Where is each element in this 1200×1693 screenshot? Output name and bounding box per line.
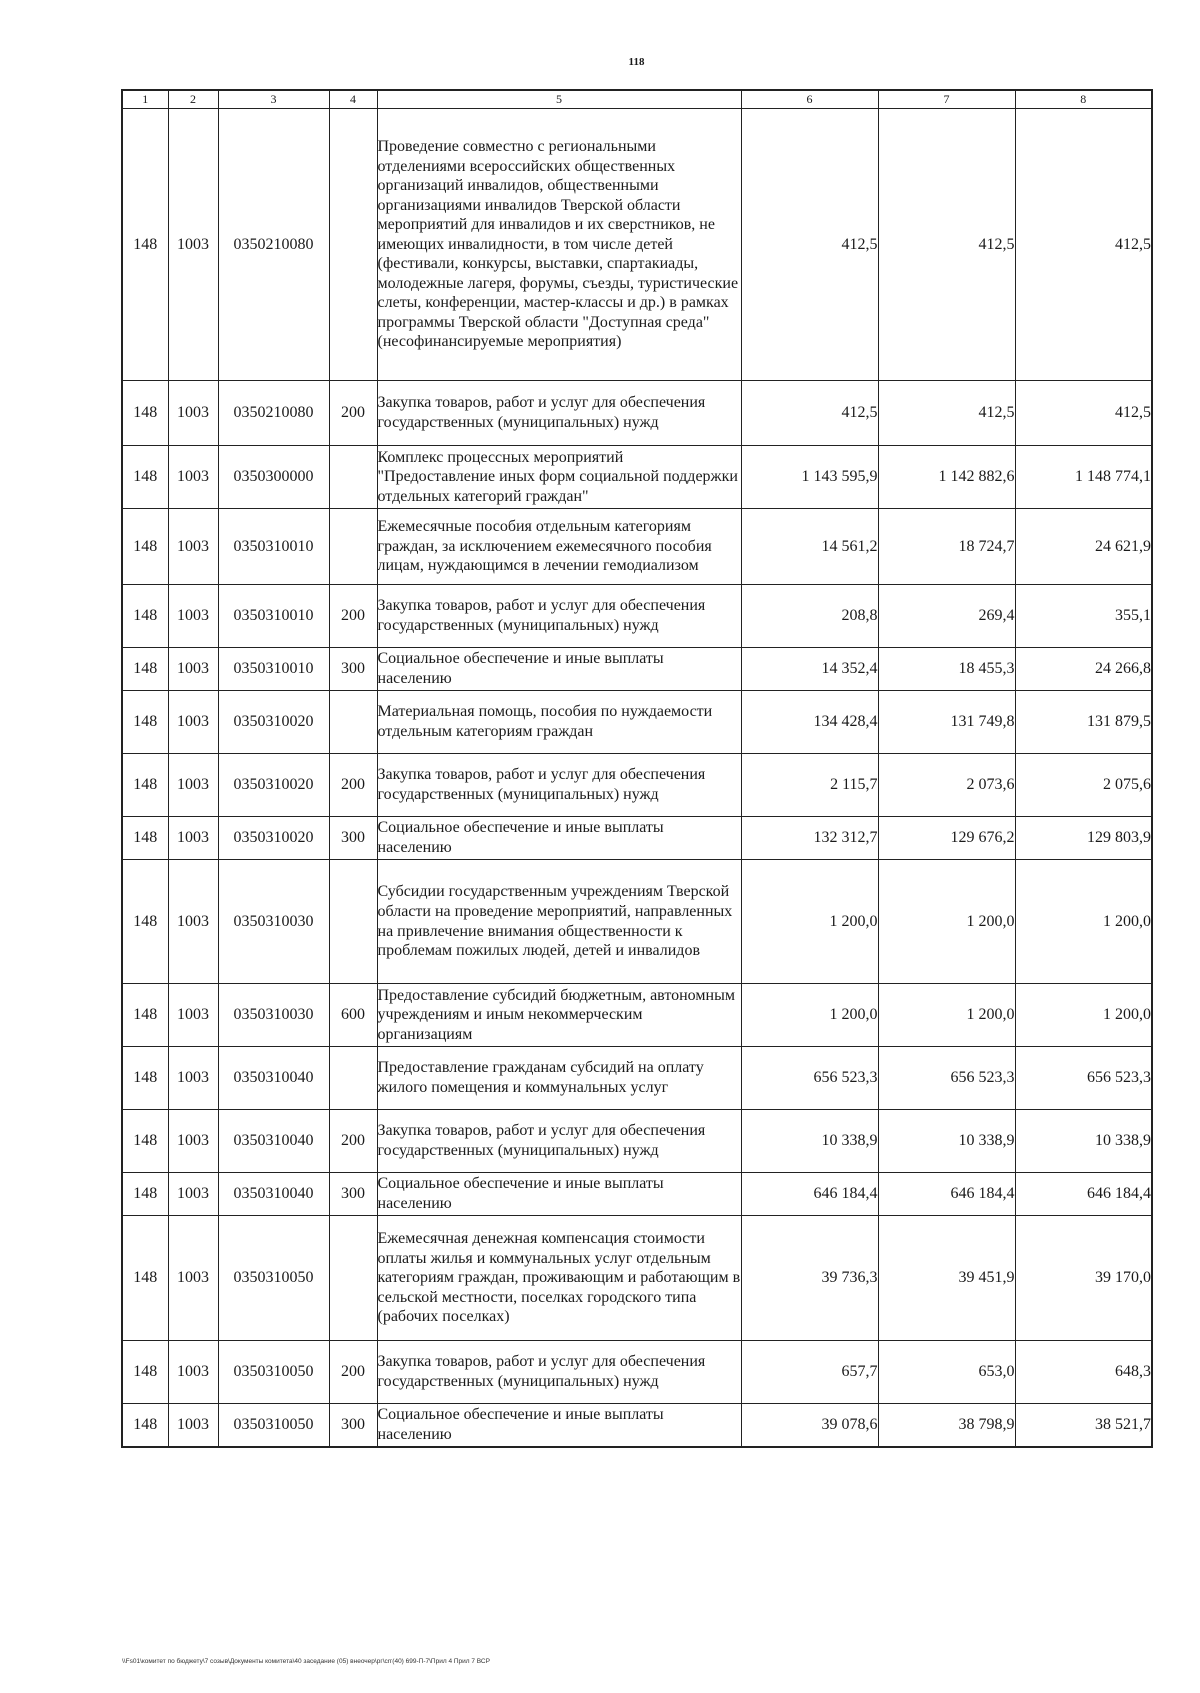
cell-ministry-code: 148	[122, 1341, 168, 1404]
cell-section-code: 1003	[168, 109, 218, 381]
cell-expense-type	[329, 691, 377, 754]
cell-amount-col6: 2 115,7	[741, 754, 878, 817]
table-row	[122, 1216, 1152, 1341]
cell-amount-col8: 412,5	[1015, 109, 1152, 381]
cell-target-article: 0350310040	[218, 1173, 329, 1216]
table-row	[122, 1341, 1152, 1404]
cell-description: Закупка товаров, работ и услуг для обеспечения государственных (муниципальных) нужд	[377, 1341, 741, 1404]
cell-ministry-code: 148	[122, 1047, 168, 1110]
cell-amount-col8: 646 184,4	[1015, 1173, 1152, 1216]
cell-expense-type: 300	[329, 817, 377, 860]
cell-target-article: 0350310050	[218, 1404, 329, 1447]
cell-description: Ежемесячные пособия отдельным категориям граждан, за исключением ежемесячного пособия лицам, нуждающимся в лечении гемодиализом	[377, 509, 741, 585]
cell-target-article: 0350310020	[218, 691, 329, 754]
cell-amount-col7: 1 142 882,6	[878, 446, 1015, 509]
cell-amount-col6: 1 143 595,9	[741, 446, 878, 509]
table-row	[122, 817, 1152, 860]
cell-description: Проведение совместно с региональными отделениями всероссийских общественных организаций инвалидов, общественными организациями инвалидов Тверской области мероприятий для инвалидов и их сверстников, не имеющих инвалидности, в том числе детей (фестивали, конкурсы, выставки, спартакиады, молодежные лагеря, форумы, съезды, туристические слеты, конференции, мастер-классы и др.) в рамках программы Тверской области "Доступная среда" (несофинансируемые мероприятия)	[377, 109, 741, 381]
cell-amount-col6: 132 312,7	[741, 817, 878, 860]
cell-expense-type	[329, 1047, 377, 1110]
cell-section-code: 1003	[168, 1216, 218, 1341]
cell-expense-type: 300	[329, 1173, 377, 1216]
cell-expense-type	[329, 1216, 377, 1341]
cell-section-code: 1003	[168, 1047, 218, 1110]
cell-amount-col7: 412,5	[878, 109, 1015, 381]
cell-amount-col8: 129 803,9	[1015, 817, 1152, 860]
cell-amount-col7: 38 798,9	[878, 1404, 1015, 1447]
cell-description: Закупка товаров, работ и услуг для обеспечения государственных (муниципальных) нужд	[377, 754, 741, 817]
cell-amount-col6: 39 078,6	[741, 1404, 878, 1447]
cell-target-article: 0350300000	[218, 446, 329, 509]
cell-amount-col8: 656 523,3	[1015, 1047, 1152, 1110]
cell-ministry-code: 148	[122, 860, 168, 984]
cell-description: Материальная помощь, пособия по нуждаемости отдельным категориям граждан	[377, 691, 741, 754]
cell-description: Ежемесячная денежная компенсация стоимости оплаты жилья и коммунальных услуг отдельным категориям граждан, проживающим и работающим в сельской местности, поселках городского типа (рабочих поселках)	[377, 1216, 741, 1341]
cell-description: Закупка товаров, работ и услуг для обеспечения государственных (муниципальных) нужд	[377, 1110, 741, 1173]
cell-amount-col6: 657,7	[741, 1341, 878, 1404]
cell-amount-col7: 1 200,0	[878, 984, 1015, 1047]
cell-ministry-code: 148	[122, 1216, 168, 1341]
cell-expense-type: 600	[329, 984, 377, 1047]
cell-ministry-code: 148	[122, 381, 168, 446]
cell-description: Субсидии государственным учреждениям Тверской области на проведение мероприятий, направленных на привлечение внимания общественности к проблемам пожилых людей, детей и инвалидов	[377, 860, 741, 984]
budget-table	[121, 89, 1153, 1448]
cell-description: Предоставление гражданам субсидий на оплату жилого помещения и коммунальных услуг	[377, 1047, 741, 1110]
cell-amount-col7: 39 451,9	[878, 1216, 1015, 1341]
cell-expense-type: 200	[329, 754, 377, 817]
cell-ministry-code: 148	[122, 109, 168, 381]
column-header: 4	[329, 90, 377, 109]
column-header: 7	[878, 90, 1015, 109]
cell-amount-col7: 653,0	[878, 1341, 1015, 1404]
cell-amount-col7: 18 724,7	[878, 509, 1015, 585]
cell-amount-col7: 412,5	[878, 381, 1015, 446]
cell-section-code: 1003	[168, 1173, 218, 1216]
column-header: 6	[741, 90, 878, 109]
cell-ministry-code: 148	[122, 691, 168, 754]
cell-amount-col8: 24 266,8	[1015, 648, 1152, 691]
cell-ministry-code: 148	[122, 984, 168, 1047]
cell-expense-type	[329, 446, 377, 509]
cell-amount-col8: 1 148 774,1	[1015, 446, 1152, 509]
cell-amount-col8: 10 338,9	[1015, 1110, 1152, 1173]
cell-section-code: 1003	[168, 1110, 218, 1173]
cell-target-article: 0350310050	[218, 1216, 329, 1341]
cell-expense-type	[329, 860, 377, 984]
cell-amount-col7: 656 523,3	[878, 1047, 1015, 1110]
cell-target-article: 0350310020	[218, 754, 329, 817]
cell-section-code: 1003	[168, 984, 218, 1047]
cell-ministry-code: 148	[122, 585, 168, 648]
table-row	[122, 1173, 1152, 1216]
cell-expense-type	[329, 109, 377, 381]
cell-expense-type: 300	[329, 648, 377, 691]
table-row	[122, 691, 1152, 754]
cell-expense-type: 200	[329, 381, 377, 446]
page-number: 118	[628, 56, 645, 68]
table-row	[122, 860, 1152, 984]
cell-amount-col6: 208,8	[741, 585, 878, 648]
cell-target-article: 0350310010	[218, 648, 329, 691]
cell-description: Социальное обеспечение и иные выплаты населению	[377, 648, 741, 691]
cell-amount-col8: 648,3	[1015, 1341, 1152, 1404]
table-row	[122, 984, 1152, 1047]
table-row	[122, 381, 1152, 446]
column-header: 1	[122, 90, 168, 109]
table-row	[122, 585, 1152, 648]
cell-amount-col6: 412,5	[741, 381, 878, 446]
column-header: 3	[218, 90, 329, 109]
cell-amount-col6: 39 736,3	[741, 1216, 878, 1341]
cell-section-code: 1003	[168, 585, 218, 648]
cell-section-code: 1003	[168, 860, 218, 984]
cell-target-article: 0350310020	[218, 817, 329, 860]
table-row	[122, 648, 1152, 691]
cell-target-article: 0350310040	[218, 1110, 329, 1173]
cell-description: Социальное обеспечение и иные выплаты населению	[377, 817, 741, 860]
cell-section-code: 1003	[168, 1341, 218, 1404]
cell-target-article: 0350310010	[218, 509, 329, 585]
cell-expense-type: 200	[329, 585, 377, 648]
cell-amount-col8: 38 521,7	[1015, 1404, 1152, 1447]
cell-target-article: 0350310040	[218, 1047, 329, 1110]
table-row	[122, 1404, 1152, 1447]
table-body	[122, 109, 1152, 1447]
cell-description: Предоставление субсидий бюджетным, автономным учреждениям и иным некоммерческим организациям	[377, 984, 741, 1047]
cell-expense-type: 200	[329, 1341, 377, 1404]
cell-amount-col7: 2 073,6	[878, 754, 1015, 817]
cell-section-code: 1003	[168, 691, 218, 754]
column-header: 2	[168, 90, 218, 109]
table-row	[122, 754, 1152, 817]
cell-amount-col7: 129 676,2	[878, 817, 1015, 860]
column-header: 5	[377, 90, 741, 109]
cell-amount-col6: 14 352,4	[741, 648, 878, 691]
cell-section-code: 1003	[168, 754, 218, 817]
cell-section-code: 1003	[168, 446, 218, 509]
cell-target-article: 0350310050	[218, 1341, 329, 1404]
cell-amount-col7: 18 455,3	[878, 648, 1015, 691]
cell-description: Закупка товаров, работ и услуг для обеспечения государственных (муниципальных) нужд	[377, 381, 741, 446]
table-row	[122, 1047, 1152, 1110]
cell-amount-col8: 24 621,9	[1015, 509, 1152, 585]
cell-amount-col8: 2 075,6	[1015, 754, 1152, 817]
cell-amount-col6: 134 428,4	[741, 691, 878, 754]
table-row	[122, 446, 1152, 509]
table-row	[122, 1110, 1152, 1173]
header-row	[122, 90, 1152, 109]
cell-amount-col8: 131 879,5	[1015, 691, 1152, 754]
footer-file-path: \\Fs01\комитет по бюджету\7 созыв\Документы комитета\40 заседание (05) внеочер\рг\сrг(40) 699-П-7\Прил 4 Прил 7 ВСР	[122, 1658, 490, 1665]
column-header: 8	[1015, 90, 1152, 109]
cell-amount-col7: 131 749,8	[878, 691, 1015, 754]
cell-description: Социальное обеспечение и иные выплаты населению	[377, 1173, 741, 1216]
cell-ministry-code: 148	[122, 446, 168, 509]
cell-amount-col8: 1 200,0	[1015, 984, 1152, 1047]
cell-amount-col7: 269,4	[878, 585, 1015, 648]
cell-amount-col6: 10 338,9	[741, 1110, 878, 1173]
cell-target-article: 0350310030	[218, 984, 329, 1047]
cell-amount-col6: 646 184,4	[741, 1173, 878, 1216]
cell-target-article: 0350310010	[218, 585, 329, 648]
cell-target-article: 0350210080	[218, 109, 329, 381]
cell-ministry-code: 148	[122, 817, 168, 860]
cell-amount-col8: 1 200,0	[1015, 860, 1152, 984]
cell-ministry-code: 148	[122, 1110, 168, 1173]
cell-target-article: 0350310030	[218, 860, 329, 984]
cell-amount-col6: 656 523,3	[741, 1047, 878, 1110]
cell-section-code: 1003	[168, 817, 218, 860]
cell-description: Комплекс процессных мероприятий "Предоставление иных форм социальной поддержки отдельных категорий граждан"	[377, 446, 741, 509]
cell-section-code: 1003	[168, 1404, 218, 1447]
cell-amount-col6: 412,5	[741, 109, 878, 381]
cell-expense-type: 200	[329, 1110, 377, 1173]
cell-amount-col7: 1 200,0	[878, 860, 1015, 984]
cell-ministry-code: 148	[122, 509, 168, 585]
cell-amount-col6: 1 200,0	[741, 984, 878, 1047]
cell-section-code: 1003	[168, 381, 218, 446]
cell-expense-type	[329, 509, 377, 585]
cell-amount-col7: 646 184,4	[878, 1173, 1015, 1216]
cell-section-code: 1003	[168, 509, 218, 585]
cell-ministry-code: 148	[122, 754, 168, 817]
cell-expense-type: 300	[329, 1404, 377, 1447]
cell-description: Закупка товаров, работ и услуг для обеспечения государственных (муниципальных) нужд	[377, 585, 741, 648]
cell-ministry-code: 148	[122, 1173, 168, 1216]
cell-amount-col6: 1 200,0	[741, 860, 878, 984]
cell-amount-col6: 14 561,2	[741, 509, 878, 585]
cell-amount-col8: 412,5	[1015, 381, 1152, 446]
cell-ministry-code: 148	[122, 648, 168, 691]
table-row	[122, 509, 1152, 585]
table-row	[122, 109, 1152, 381]
cell-ministry-code: 148	[122, 1404, 168, 1447]
cell-description: Социальное обеспечение и иные выплаты населению	[377, 1404, 741, 1447]
cell-amount-col8: 355,1	[1015, 585, 1152, 648]
cell-amount-col8: 39 170,0	[1015, 1216, 1152, 1341]
cell-amount-col7: 10 338,9	[878, 1110, 1015, 1173]
cell-target-article: 0350210080	[218, 381, 329, 446]
cell-section-code: 1003	[168, 648, 218, 691]
